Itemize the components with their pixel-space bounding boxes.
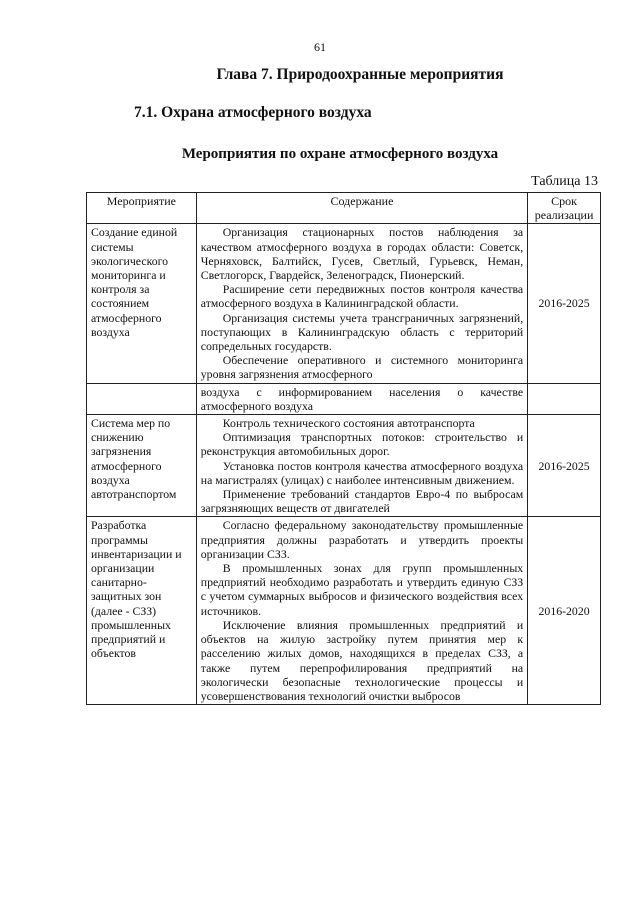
row-measure: Разработка программы инвентаризации и организации санитарно-защитных зон (далее - СЗЗ) промышленных предприятий и объектов <box>87 517 197 705</box>
content-paragraph: Обеспечение оперативного и системного мониторинга уровня загрязнения атмосферного <box>200 353 524 382</box>
content-paragraph: Организация системы учета трансграничных загрязнений, поступающих в Калининградскую область с территорий сопредельных государств. <box>200 310 524 354</box>
content-paragraph: В промышленных зонах для групп промышленных предприятий необходимо разработать и утвердить единую СЗЗ с учетом суммарных выбросов и физического воздействия всех источников. <box>200 561 524 618</box>
chapter-title: Глава 7. Природоохранные мероприятия <box>216 66 504 83</box>
content-paragraph: Установка постов контроля качества атмосферного воздуха на магистралях (улицах) с наиболее интенсивным движением. <box>200 458 524 487</box>
content-paragraph: Применение требований стандартов Евро-4 по выбросам загрязняющих веществ от двигателей <box>200 487 524 516</box>
table-row <box>87 224 601 383</box>
table-header-row <box>87 193 601 224</box>
page-number: 61 <box>314 40 326 54</box>
row-content <box>196 415 527 517</box>
row-content <box>196 383 527 414</box>
content-paragraph: Согласно федеральному законодательству промышленные предприятия должны разработать и утвердить проекты организации СЗЗ. <box>200 518 524 561</box>
table-row <box>87 415 601 517</box>
row-measure: Создание единой системы экологического мониторинга и контроля за состоянием атмосферного воздуха <box>87 224 197 383</box>
table-label: Таблица 13 <box>531 174 598 189</box>
row-measure: Система мер по снижению загрязнения атмосферного воздуха автотранспортом <box>87 415 197 517</box>
content-paragraph: Оптимизация транспортных потоков: строительство и реконструкция автомобильных дорог. <box>200 430 524 459</box>
measures-table <box>86 192 601 705</box>
content-paragraph: Контроль технического состояния автотранспорта <box>222 416 475 431</box>
content-paragraph: Исключение влияния промышленных предприятий и объектов на жилую застройку путем принятия мер к расселению жилых домов, находящихся в пределах СЗЗ, а также путем перепрофилирования предприятий на экологически безопасные технологические процессы и усовершенствования технологий очистки выбросов <box>200 617 524 703</box>
row-period: 2016-2020 <box>528 517 601 705</box>
row-period <box>528 383 601 414</box>
header-period: Срок реализации <box>528 193 601 224</box>
table-row <box>87 383 601 414</box>
content-paragraph: Организация стационарных постов наблюдения за качеством атмосферного воздуха в городах области: Советск, Черняховск, Балтийск, Гусев, Светлый, Гурьевск, Неман, Светлогорск, Гвардейск, Зеленоградск, Пионерский. <box>200 225 524 283</box>
table-title: Мероприятия по охране атмосферного воздуха <box>181 146 499 162</box>
row-measure <box>87 383 197 414</box>
header-content: Содержание <box>196 193 527 224</box>
content-paragraph: Расширение сети передвижных постов контроля качества атмосферного воздуха в Калининградской области. <box>200 282 524 311</box>
row-period: 2016-2025 <box>528 415 601 517</box>
table-row <box>87 517 601 705</box>
row-content <box>196 517 527 705</box>
row-period: 2016-2025 <box>528 224 601 383</box>
header-measure: Мероприятие <box>87 193 197 224</box>
row-content <box>196 224 527 383</box>
content-paragraph: воздуха с информированием населения о качестве атмосферного воздуха <box>200 384 524 413</box>
section-title: 7.1. Охрана атмосферного воздуха <box>134 104 372 121</box>
